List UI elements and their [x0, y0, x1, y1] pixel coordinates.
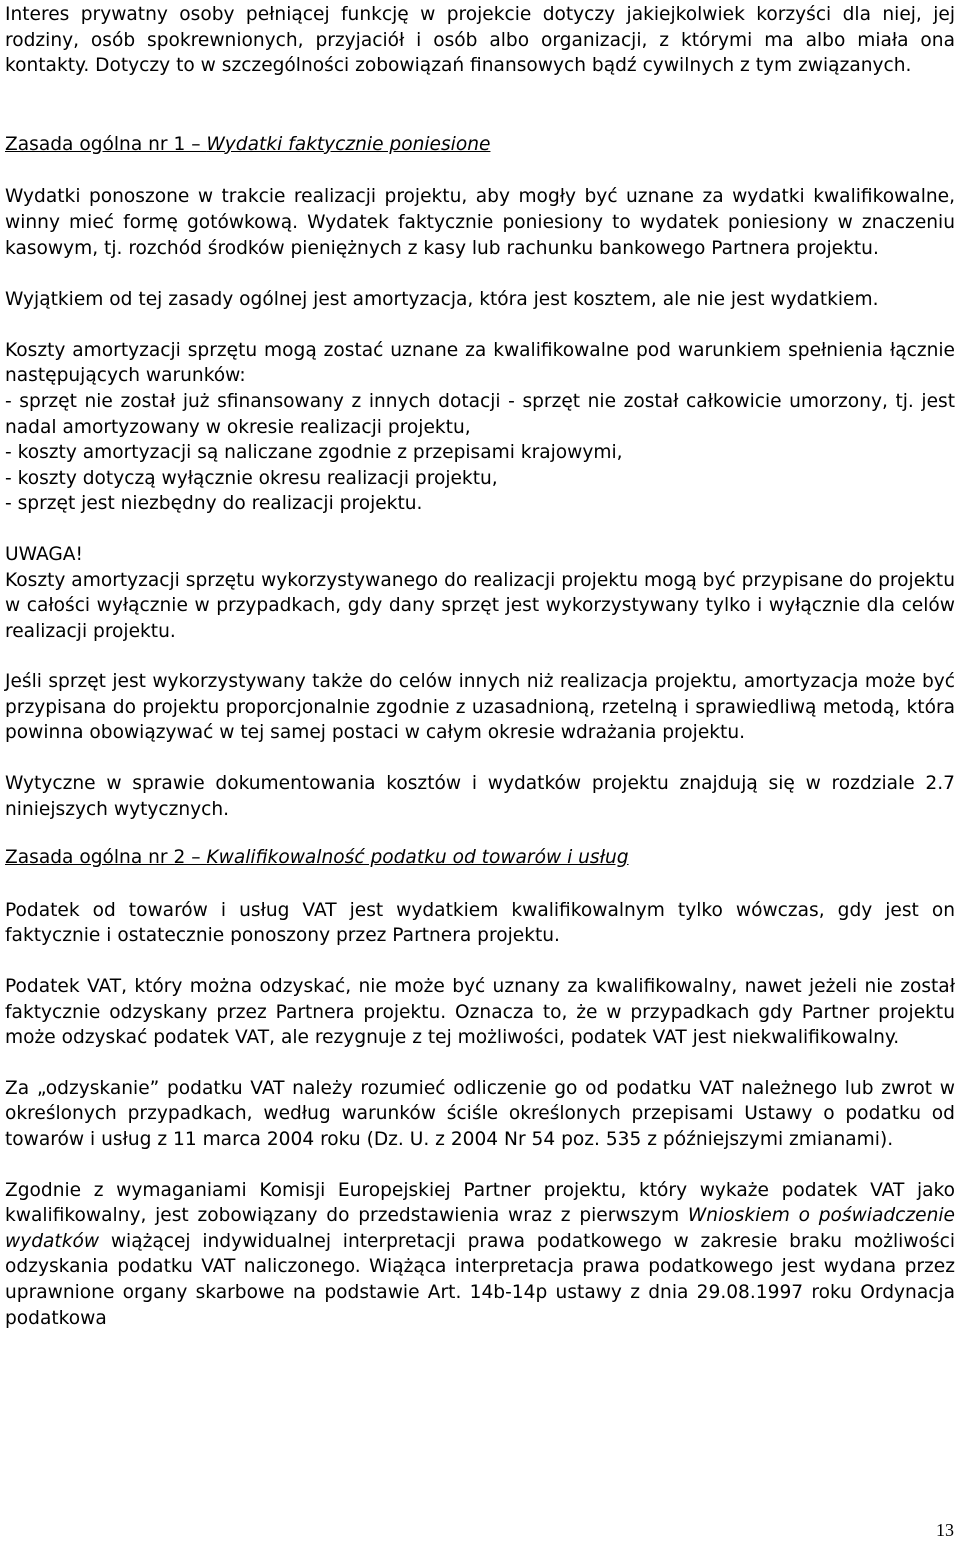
rule-1-heading — [5, 132, 955, 158]
note-text: Koszty amortyzacji sprzętu wykorzystywanego do realizacji projektu mogą być przypisane do projektu w całości wyłącznie w przypadkach, gdy dany sprzęt jest wykorzystywany tylko i wyłącznie dla celów realizacji projektu. — [5, 569, 955, 642]
condition-item: - sprzęt jest niezbędny do realizacji projektu. — [5, 493, 423, 515]
rule-2-title: Kwalifikowalność podatku od towarów i usług — [206, 847, 629, 869]
rule-1-prefix: Zasada ogólna nr 1 – — [5, 133, 207, 155]
paragraph-vat-eligibility: Podatek od towarów i usług VAT jest wydatkiem kwalifikowalnym tylko wówczas, gdy jest on faktycznie i ostatecznie ponoszony przez Partnera projektu. — [5, 899, 955, 947]
paragraph-proportional-depreciation: Jeśli sprzęt jest wykorzystywany także do celów innych niż realizacja projektu, amortyzacja może być przypisana do projektu proporcjonalnie zgodnie z uzasadnioną, rzetelną i sprawiedliwą metodą, która powinna obowiązywać w tej samej postaci w całym okresie wdrażania projektu. — [5, 671, 955, 744]
rule-2-prefix: Zasada ogólna nr 2 – — [5, 847, 207, 869]
paragraph-vat-interpretation — [5, 1178, 955, 1332]
rule-2-heading — [5, 845, 955, 871]
page-number: 13 — [936, 1520, 954, 1540]
paragraph-depreciation-conditions: Koszty amortyzacji sprzętu mogą zostać uznane za kwalifikowalne pod warunkiem spełnienia łącznie następujących warunków: — [5, 339, 955, 387]
vat-interpretation-text-start: Zgodnie z wymaganiami Komisji Europejskiej Partner projektu, który wykaże podatek VAT jako kwalifikowalny, jest zobowiązany do przedstawienia wraz z pierwszym — [5, 1179, 955, 1227]
note-label: UWAGA! — [5, 543, 83, 565]
condition-item: - koszty amortyzacji są naliczane zgodnie z przepisami krajowymi, — [5, 442, 623, 464]
paragraph-vat-recoverable: Podatek VAT, który można odzyskać, nie może być uznany za kwalifikowalny, nawet jeżeli nie został faktycznie odzyskany przez Partnera projektu. Oznacza to, że w przypadkach gdy Partner projektu może odzyskać podatek VAT, ale rezygnuje z tej możliwości, podatek VAT jest niekwalifikowalny. — [5, 976, 955, 1049]
paragraph-depreciation-exception: Wyjątkiem od tej zasady ogólnej jest amortyzacja, która jest kosztem, ale nie jest wydatkiem. — [5, 289, 879, 311]
paragraph-guidelines-reference: Wytyczne w sprawie dokumentowania kosztów i wydatków projektu znajdują się w rozdziale 2.7 niniejszych wytycznych. — [5, 773, 955, 820]
condition-item: - sprzęt nie został już sfinansowany z innych dotacji - sprzęt nie został całkowicie umorzony, tj. jest nadal amortyzowany w okresie realizacji projektu, — [5, 390, 955, 438]
paragraph-cash-expenses: Wydatki ponoszone w trakcie realizacji projektu, aby mogły być uznane za wydatki kwalifikowalne, winny mieć formę gotówkową. Wydatek faktycznie poniesiony to wydatek poniesiony w znaczeniu kasowym, tj. rozchód środków pieniężnych z kasy lub rachunku bankowego Partnera projektu. — [5, 186, 955, 259]
payment-claim-form-title: Wnioskiem o poświadczenie wydatków — [5, 1205, 955, 1252]
vat-interpretation-text-end: wiążącej indywidualnej interpretacji prawa podatkowego w zakresie braku możliwości odzyskania podatku VAT naliczonego. Wiążąca interpretacja prawa podatkowego jest wydana przez uprawnione organy skarbowe na podstawie Art. 14b-14p ustawy z dnia 29.08.1997 roku Ordynacja podatkowa — [5, 1230, 955, 1329]
paragraph-vat-recovery-definition: Za „odzyskanie” podatku VAT należy rozumieć odliczenie go od podatku VAT należnego lub zwrot w określonych przypadkach, według warunków ściśle określonych przepisami Ustawy o podatku od towarów i usług z 11 marca 2004 roku (Dz. U. z 2004 Nr 54 poz. 535 z późniejszymi zmianami). — [5, 1077, 955, 1150]
paragraph-private-interest: Interes prywatny osoby pełniącej funkcję w projekcie dotyczy jakiejkolwiek korzyści dla niej, jej rodziny, osób spokrewnionych, przyjaciół i osób albo organizacji, z którymi ma albo miała ona kontakty. Dotyczy to w szczególności zobowiązań finansowych bądź cywilnych z tym związanych. — [5, 4, 955, 77]
page-content — [5, 0, 955, 1331]
condition-item: - koszty dotyczą wyłącznie okresu realizacji projektu, — [5, 467, 498, 489]
rule-1-title: Wydatki faktycznie poniesione — [206, 133, 491, 155]
